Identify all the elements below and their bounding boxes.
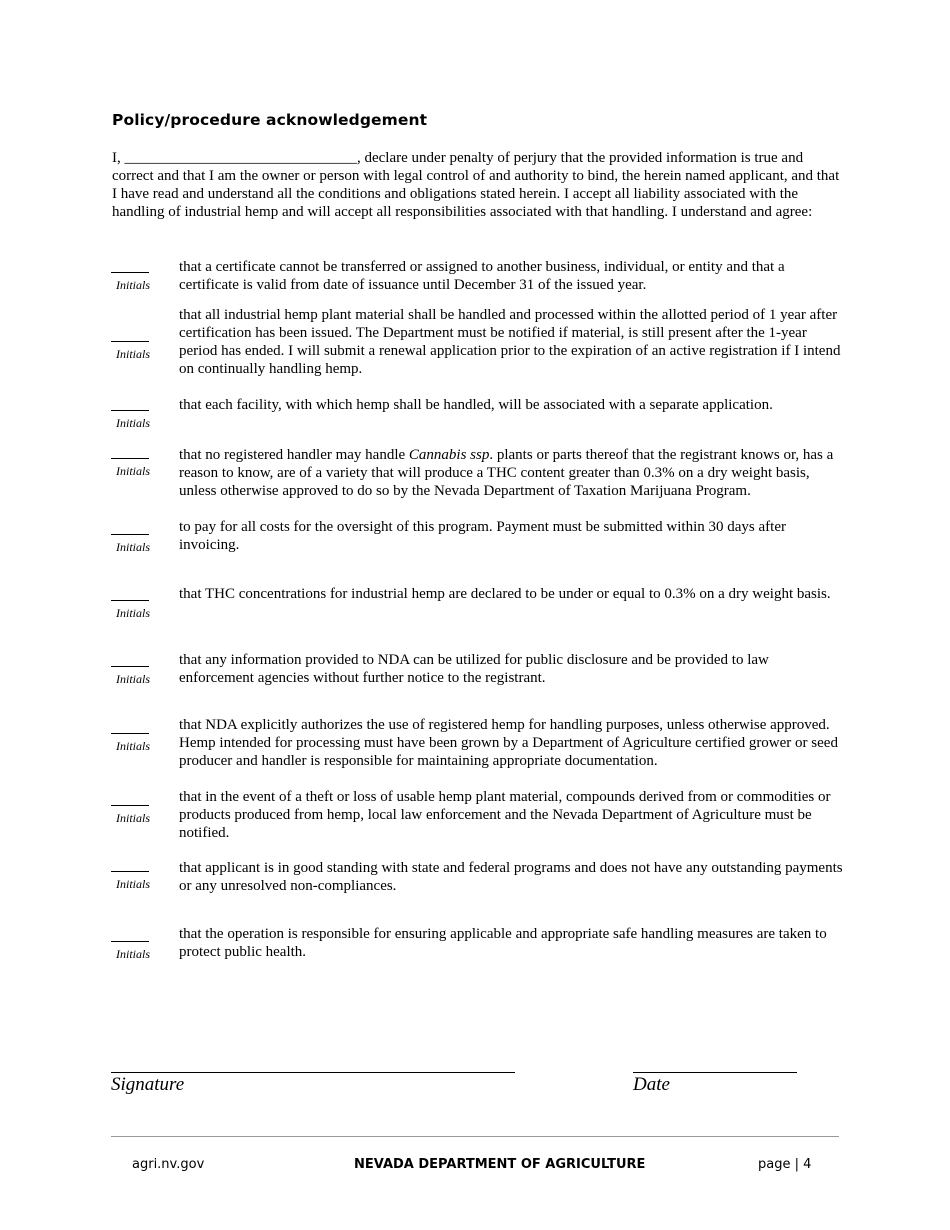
initials-line [111, 666, 149, 667]
item-text: that any information provided to NDA can be utilized for public disclosure and be provided to law enforcement agencies without further notice to the registrant. [179, 652, 769, 686]
initials-label: Initials [115, 347, 150, 361]
initials-line [111, 805, 149, 806]
item-text-part: . plants or parts thereof that the registrant knows or, has a reason to know, are of a variety that will produce a THC content greater than 0.3% on a dry weight basis, unless otherwise approved to do so by the Nevada Department of Taxation Marijuana Program. [179, 447, 834, 499]
initials-line [111, 733, 149, 734]
initials-label: Initials [115, 540, 150, 554]
date-label: Date [633, 1074, 670, 1095]
initials-label: Initials [115, 877, 150, 891]
item-text-part: that no registered handler may handle [179, 447, 409, 463]
signature-line[interactable] [111, 1072, 515, 1073]
footer-organization: NEVADA DEPARTMENT OF AGRICULTURE [354, 1157, 646, 1172]
initials-label: Initials [115, 811, 150, 825]
item-text: to pay for all costs for the oversight of this program. Payment must be submitted within 30 days after invoicing. [179, 519, 786, 553]
item-text [179, 446, 843, 500]
initials-line [111, 600, 149, 601]
item-text: that all industrial hemp plant material shall be handled and processed within the allotted period of 1 year after certification has been issued. The Department must be notified if material, is still present after the 1-year period has ended. I will submit a renewal application prior to the expiration of an active registration if I intend on continually handling hemp. [179, 307, 841, 377]
acknowledgement-item [111, 788, 843, 868]
initials-label: Initials [115, 278, 150, 292]
signature-label: Signature [111, 1074, 185, 1095]
initials-line [111, 871, 149, 872]
initials-line [111, 272, 149, 273]
acknowledgement-item [111, 716, 843, 796]
acknowledgement-item [111, 446, 843, 526]
initials-label: Initials [115, 606, 150, 620]
initials-line [111, 341, 149, 342]
initials-label: Initials [115, 672, 150, 686]
footer-divider [111, 1136, 839, 1137]
item-text: that in the event of a theft or loss of usable hemp plant material, compounds derived from or commodities or products produced from hemp, local law enforcement and the Nevada Department of Agriculture must be notified. [179, 789, 831, 841]
item-text: that THC concentrations for industrial hemp are declared to be under or equal to 0.3% on a dry weight basis. [179, 586, 831, 602]
date-line[interactable] [633, 1072, 797, 1073]
initials-line [111, 410, 149, 411]
item-text: that a certificate cannot be transferred or assigned to another business, individual, or entity and that a certificate is valid from date of issuance until December 31 of the issued year. [179, 259, 785, 293]
initials-label: Initials [115, 739, 150, 753]
initials-line [111, 534, 149, 535]
item-text: that each facility, with which hemp shall be handled, will be associated with a separate application. [179, 397, 773, 413]
declaration-paragraph: I, _______________________________, declare under penalty of perjury that the provided information is true and correct and that I am the owner or person with legal control of and authority to bind, the herein named applicant, and that I have read and understand all the conditions and obligations stated herein. I accept all liability associated with the handling of industrial hemp and will accept all responsibilities associated with that handling. I understand and agree: [112, 150, 840, 220]
initials-label: Initials [115, 947, 150, 961]
item-text-italic: Cannabis ssp [408, 447, 490, 463]
item-text: that the operation is responsible for ensuring applicable and appropriate safe handling measures are taken to protect public health. [179, 926, 827, 960]
initials-label: Initials [115, 416, 150, 430]
footer-page-number: page | 4 [758, 1157, 812, 1172]
acknowledgement-item [111, 306, 843, 386]
initials-line [111, 941, 149, 942]
item-text: that applicant is in good standing with state and federal programs and does not have any outstanding payments or any unresolved non-compliances. [179, 860, 843, 894]
footer-website: agri.nv.gov [132, 1157, 205, 1172]
initials-label: Initials [115, 464, 150, 478]
item-text: that NDA explicitly authorizes the use of registered hemp for handling purposes, unless otherwise approved. Hemp intended for processing must have been grown by a Department of Agriculture certified grower or seed producer and handler is responsible for maintaining appropriate documentation. [179, 717, 838, 769]
initials-line [111, 458, 149, 459]
page-title: Policy/procedure acknowledgement [112, 111, 428, 129]
acknowledgement-item [111, 925, 843, 1005]
